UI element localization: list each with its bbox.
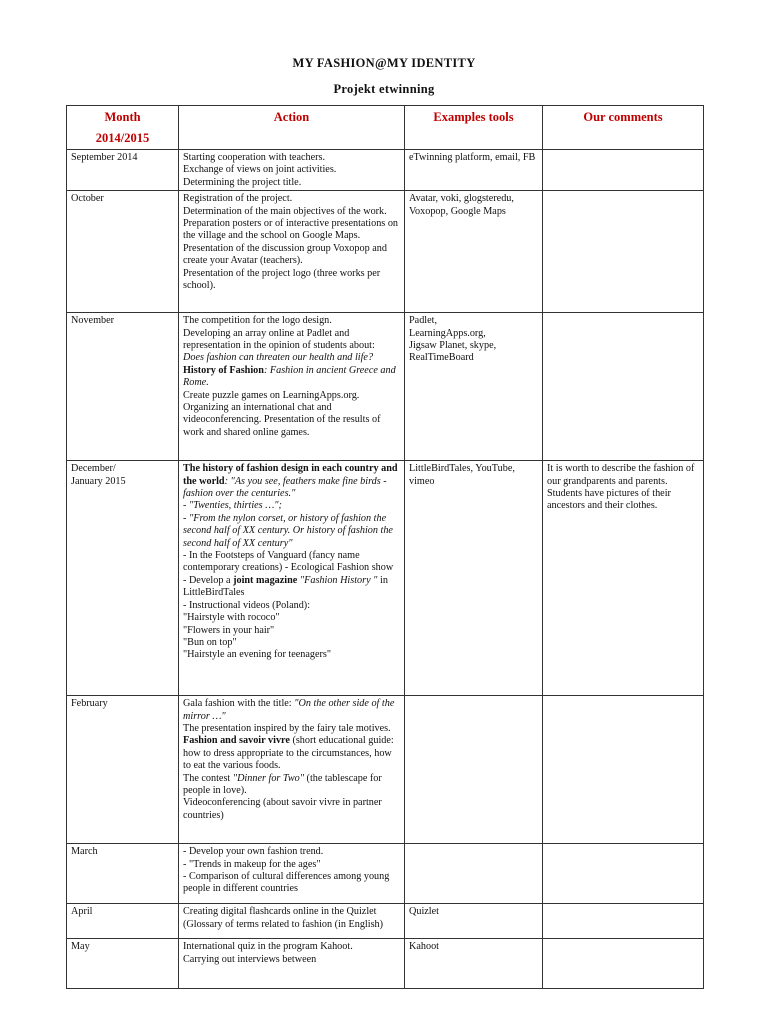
action-cell: Creating digital flashcards online in the Quizlet (Glossary of terms related to fashion (in English) [179,904,405,939]
month-cell: April [67,904,179,939]
month-cell: September 2014 [67,150,179,191]
comments-cell [543,150,704,191]
tools-cell [405,844,543,904]
tools-cell: Avatar, voki, glogsteredu, Voxopop, Google Maps [405,191,543,313]
table-row-september [67,150,704,191]
document-subtitle: Projekt etwinning [333,82,435,96]
tools-cell: Padlet, LearningApps.org, Jigsaw Planet, skype, RealTimeBoard [405,313,543,461]
table-row-may [67,939,704,989]
comments-cell [543,939,704,989]
month-cell: March [67,844,179,904]
header-action: Action [179,106,405,150]
month-cell: May [67,939,179,989]
document-title: MY FASHION@MY IDENTITY [292,56,476,70]
action-cell: Starting cooperation with teachers. Exchange of views on joint activities. Determining the project title. [179,150,405,191]
action-cell: The competition for the logo design. Developing an array online at Padlet and representation in the opinion of students about: Does fashion can threaten our health and life? History of Fashion: Fashion in ancient Greece and Rome. Create puzzle games on LearningApps.org. Organizing an international chat and videoconferencing. Presentation of the results of work and shared online games. [179,313,405,461]
header-month: Month 2014/2015 [67,106,179,150]
table-row-october [67,191,704,313]
tools-cell: LittleBirdTales, YouTube, vimeo [405,461,543,696]
table-row-april [67,904,704,939]
tools-cell: Quizlet [405,904,543,939]
comments-cell: It is worth to describe the fashion of our grandparents and parents. Students have pictures of their ancestors and their clothes. [543,461,704,696]
table-header-row [67,106,704,150]
comments-cell [543,904,704,939]
table-row-february [67,696,704,844]
header-comments: Our comments [543,106,704,150]
table-row-march [67,844,704,904]
action-cell: Registration of the project. Determination of the main objectives of the work. Preparation posters or of interactive presentations on the village and the school on Google Maps. Presentation of the discussion group Voxopop and create your Avatar (teachers). Presentation of the project logo (three works per school). [179,191,405,313]
action-cell: Gala fashion with the title: "On the other side of the mirror …" The presentation inspired by the fairy tale motives. Fashion and savoir vivre (short educational guide: how to dress appropriate to the circumstances, how to eat the various foods. The contest "Dinner for Two" (the tablescape for people in love). Videoconferencing (about savoir vivre in partner countries) [179,696,405,844]
comments-cell [543,313,704,461]
action-cell: International quiz in the program Kahoot. Carrying out interviews between [179,939,405,989]
month-cell: December/ January 2015 [67,461,179,696]
comments-cell [543,844,704,904]
tools-cell: Kahoot [405,939,543,989]
comments-cell [543,696,704,844]
action-cell: - Develop your own fashion trend. - "Trends in makeup for the ages" - Comparison of cultural differences among young people in different countries [179,844,405,904]
month-cell: November [67,313,179,461]
action-cell: The history of fashion design in each country and the world: "As you see, feathers make fine birds - fashion over the centuries." - "Twenties, thirties …"; - "From the nylon corset, or history of fashion the second half of XX century. Or history of fashion the second half of XX century" - In the Footsteps of Vanguard (fancy name contemporary creations) - Ecological Fashion show - Develop a joint magazine "Fashion History " in LittleBirdTales - Instructional videos (Poland): "Hairstyle with rococo" "Flowers in your hair" "Bun on top" "Hairstyle an evening for teenagers" [179,461,405,696]
tools-cell: eTwinning platform, email, FB [405,150,543,191]
comments-cell [543,191,704,313]
header-tools: Examples tools [405,106,543,150]
month-cell: February [67,696,179,844]
month-cell: October [67,191,179,313]
project-plan-table [66,105,704,989]
table-row-december-january [67,461,704,696]
table-row-november [67,313,704,461]
tools-cell [405,696,543,844]
